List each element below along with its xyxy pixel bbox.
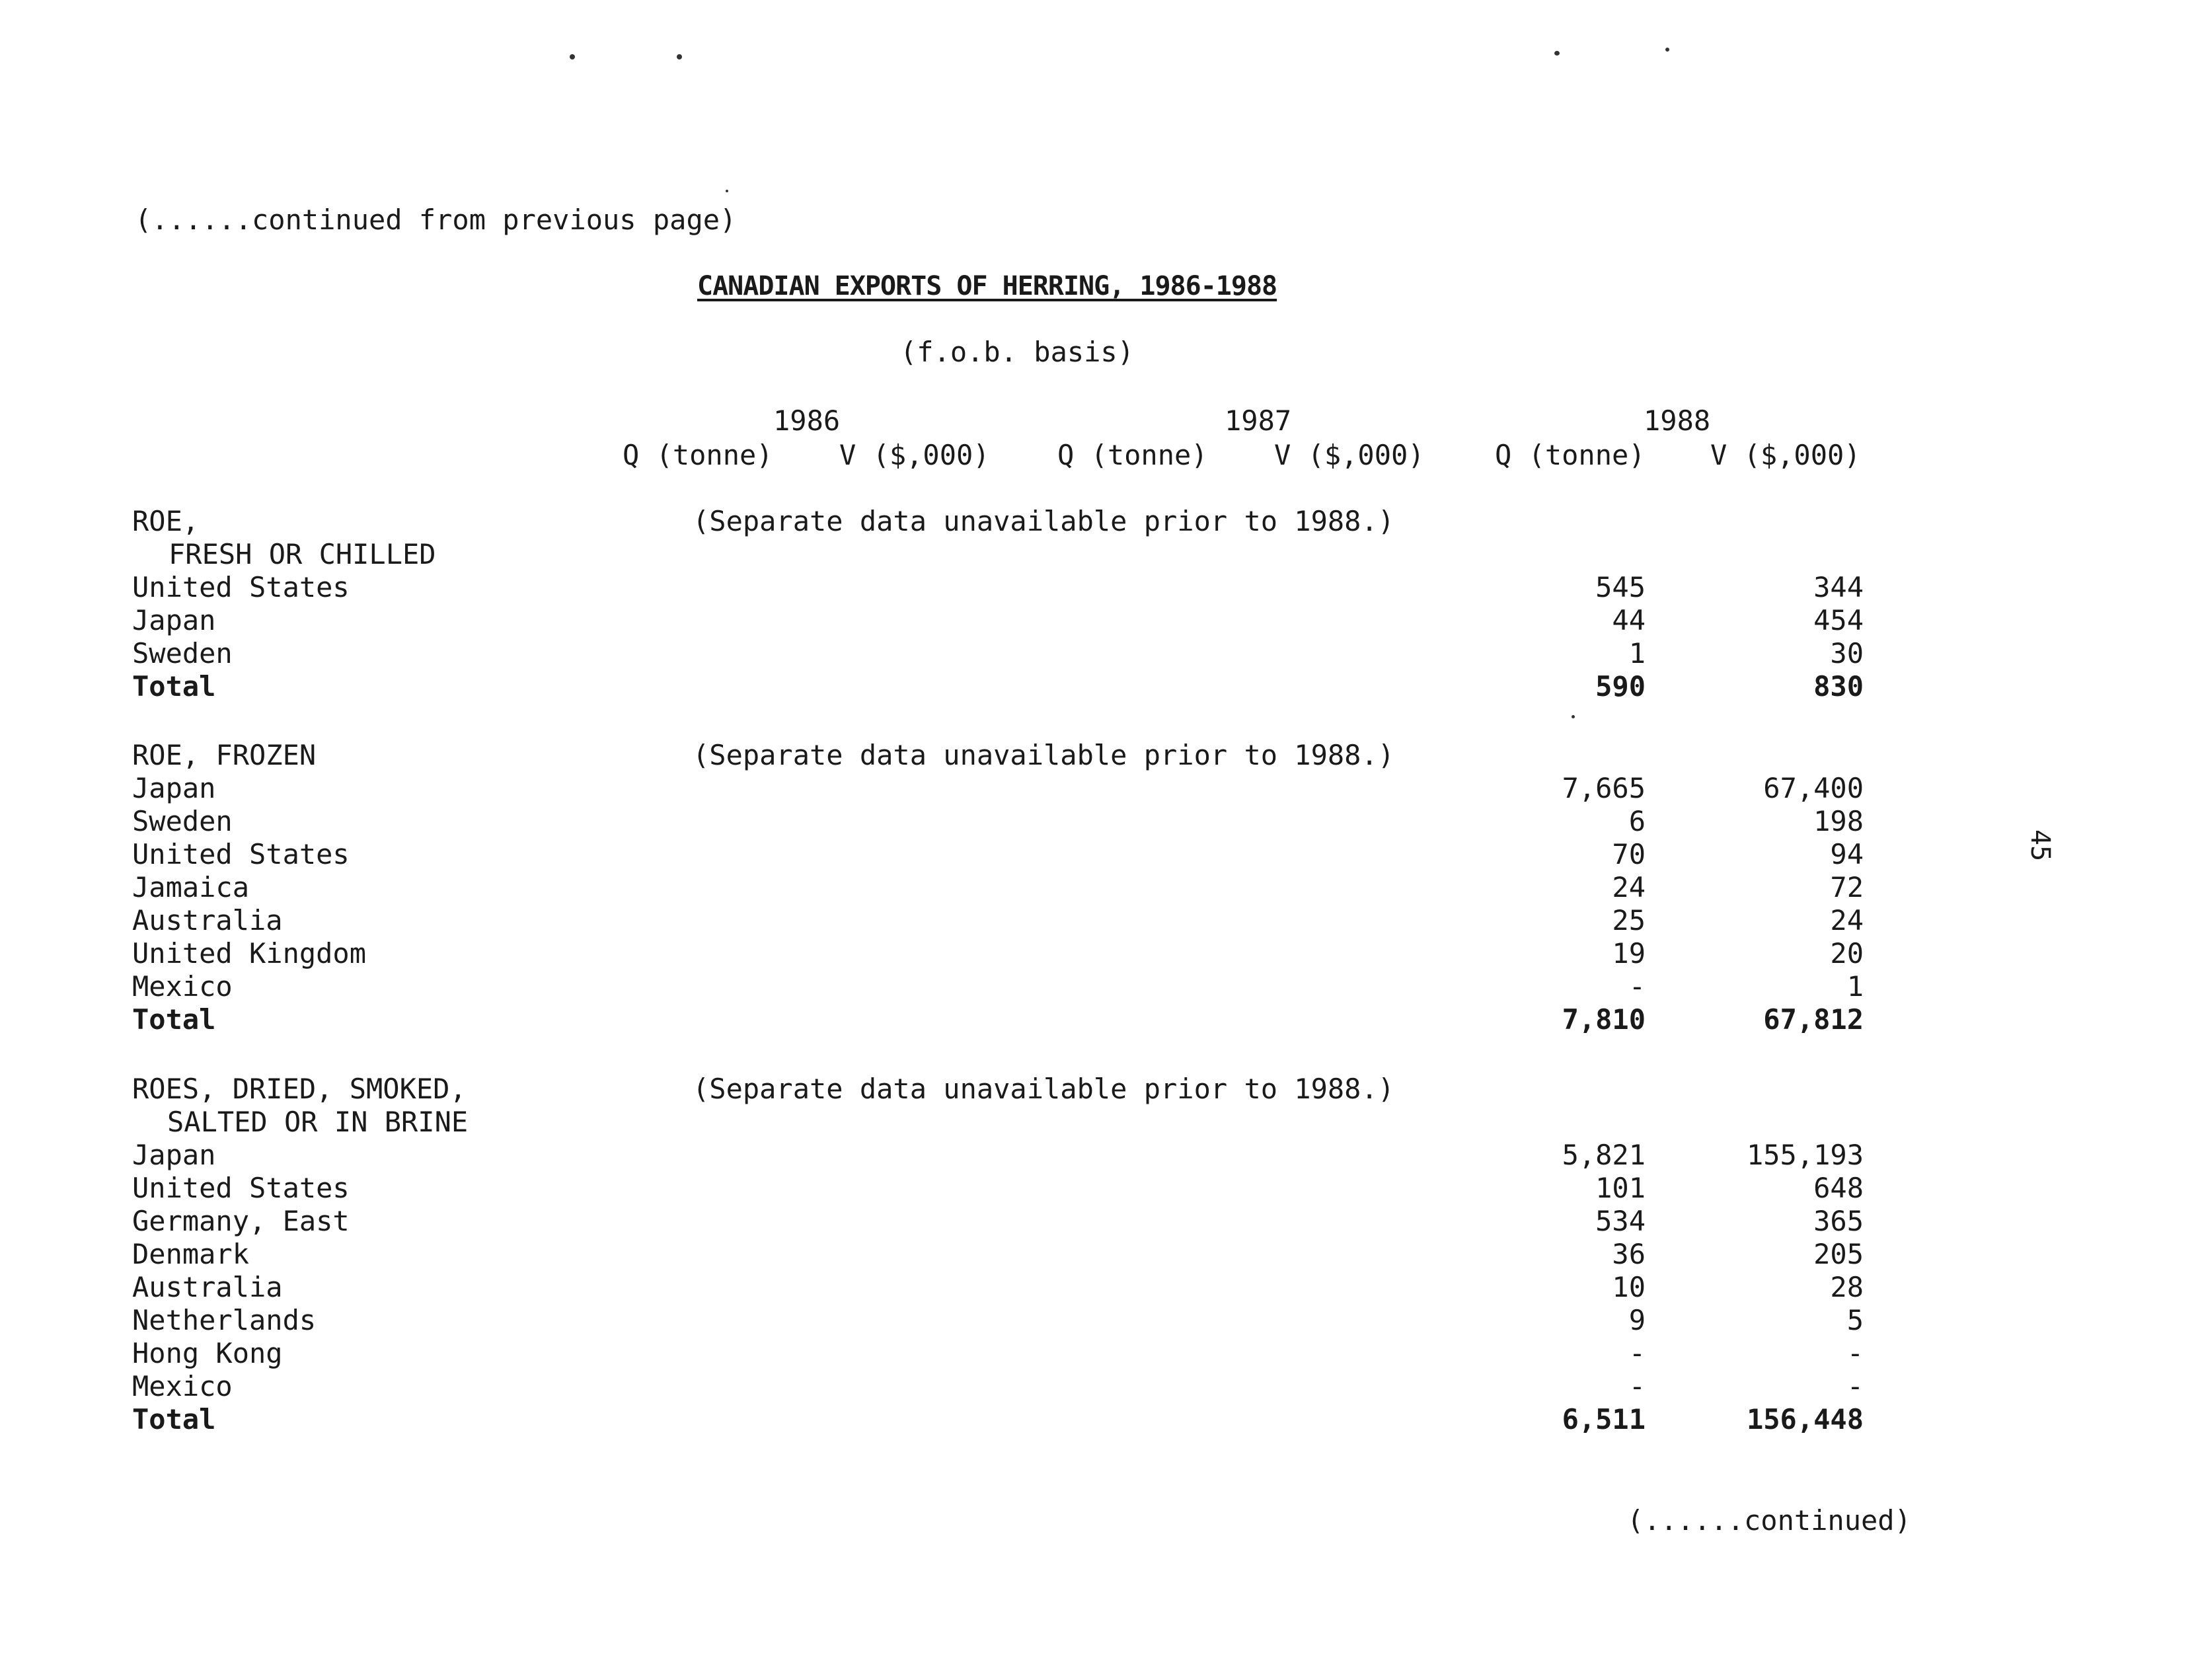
v-header-1986: V ($,000): [839, 439, 990, 471]
scan-speck: [1554, 51, 1560, 56]
q1988-value: 70: [1612, 838, 1646, 870]
total-v1988: 67,812: [1763, 1003, 1864, 1036]
q1988-value: 101: [1595, 1172, 1646, 1204]
scan-speck: [726, 190, 728, 192]
section-subheading-roes-dried: SALTED OR IN BRINE: [167, 1106, 469, 1138]
country-label: United States: [132, 838, 350, 870]
v1988-value: -: [1846, 1370, 1864, 1402]
document-title: CANADIAN EXPORTS OF HERRING, 1986-1988: [697, 271, 1277, 301]
section-heading-roes-dried: ROES, DRIED, SMOKED,: [132, 1073, 467, 1105]
scan-speck: [1665, 48, 1669, 52]
v1988-value: 67,400: [1763, 772, 1864, 804]
q-header-1986: Q (tonne): [623, 439, 773, 471]
continued-note: (......continued): [1627, 1504, 1911, 1537]
total-q1988: 590: [1595, 670, 1646, 703]
q1988-value: 25: [1612, 904, 1646, 936]
country-label: Japan: [132, 772, 216, 804]
scan-speck: [570, 54, 575, 59]
v1988-value: -: [1846, 1337, 1864, 1369]
q1988-value: 10: [1612, 1271, 1646, 1303]
document-subtitle: (f.o.b. basis): [900, 336, 1135, 368]
q1988-value: -: [1628, 970, 1646, 1003]
q1988-value: 44: [1612, 604, 1646, 636]
page-number: 45: [2025, 829, 2055, 862]
q1988-value: 19: [1612, 937, 1646, 970]
country-label: United Kingdom: [132, 937, 367, 970]
country-label: Japan: [132, 1139, 216, 1171]
q1988-value: 5,821: [1562, 1139, 1646, 1171]
q1988-value: 1: [1628, 637, 1646, 669]
q1988-value: 36: [1612, 1238, 1646, 1270]
country-label: Mexico: [132, 970, 233, 1003]
year-1986-header: 1986: [773, 404, 841, 437]
scan-speck: [677, 54, 682, 59]
country-label: Netherlands: [132, 1304, 317, 1336]
total-q1988: 7,810: [1562, 1003, 1646, 1036]
country-label: Japan: [132, 604, 216, 636]
q1988-value: -: [1628, 1337, 1646, 1369]
country-label: Australia: [132, 1271, 283, 1303]
q1988-value: 6: [1628, 805, 1646, 837]
section-note-roes-dried: (Separate data unavailable prior to 1988.): [693, 1073, 1395, 1105]
q-header-1987: Q (tonne): [1057, 439, 1208, 471]
country-label: Australia: [132, 904, 283, 936]
country-label: Sweden: [132, 805, 233, 837]
country-label: Germany, East: [132, 1205, 350, 1237]
total-label: Total: [132, 1403, 216, 1435]
section-note-roe-frozen: (Separate data unavailable prior to 1988.): [693, 739, 1395, 771]
section-heading-roe-frozen: ROE, FROZEN: [132, 739, 317, 771]
v1988-value: 365: [1813, 1205, 1864, 1237]
country-label: Hong Kong: [132, 1337, 283, 1369]
q1988-value: 534: [1595, 1205, 1646, 1237]
v1988-value: 5: [1846, 1304, 1864, 1336]
country-label: Mexico: [132, 1370, 233, 1402]
total-label: Total: [132, 1003, 216, 1036]
total-v1988: 830: [1813, 670, 1864, 703]
v-header-1988: V ($,000): [1710, 439, 1861, 471]
year-1987-header: 1987: [1225, 404, 1292, 437]
continued-from-note: (......continued from previous page): [135, 204, 737, 236]
v1988-value: 20: [1830, 937, 1864, 970]
year-1988-header: 1988: [1644, 404, 1711, 437]
v1988-value: 24: [1830, 904, 1864, 936]
v1988-value: 198: [1813, 805, 1864, 837]
country-label: Sweden: [132, 637, 233, 669]
country-label: Denmark: [132, 1238, 250, 1270]
scan-speck: [1572, 715, 1575, 718]
q1988-value: 24: [1612, 871, 1646, 903]
section-subheading-roe-fresh: FRESH OR CHILLED: [169, 538, 436, 570]
total-v1988: 156,448: [1746, 1403, 1864, 1435]
section-heading-roe-fresh: ROE,: [132, 505, 200, 537]
v1988-value: 648: [1813, 1172, 1864, 1204]
v-header-1987: V ($,000): [1274, 439, 1425, 471]
v1988-value: 205: [1813, 1238, 1864, 1270]
country-label: Jamaica: [132, 871, 250, 903]
country-label: United States: [132, 571, 350, 603]
v1988-value: 1: [1846, 970, 1864, 1003]
v1988-value: 155,193: [1746, 1139, 1864, 1171]
v1988-value: 30: [1830, 637, 1864, 669]
q1988-value: -: [1628, 1370, 1646, 1402]
total-label: Total: [132, 670, 216, 703]
v1988-value: 344: [1813, 571, 1864, 603]
v1988-value: 454: [1813, 604, 1864, 636]
q1988-value: 7,665: [1562, 772, 1646, 804]
v1988-value: 94: [1830, 838, 1864, 870]
q1988-value: 545: [1595, 571, 1646, 603]
v1988-value: 72: [1830, 871, 1864, 903]
total-q1988: 6,511: [1562, 1403, 1646, 1435]
q-header-1988: Q (tonne): [1495, 439, 1646, 471]
v1988-value: 28: [1830, 1271, 1864, 1303]
section-note-roe-fresh: (Separate data unavailable prior to 1988.): [693, 505, 1395, 537]
q1988-value: 9: [1628, 1304, 1646, 1336]
country-label: United States: [132, 1172, 350, 1204]
